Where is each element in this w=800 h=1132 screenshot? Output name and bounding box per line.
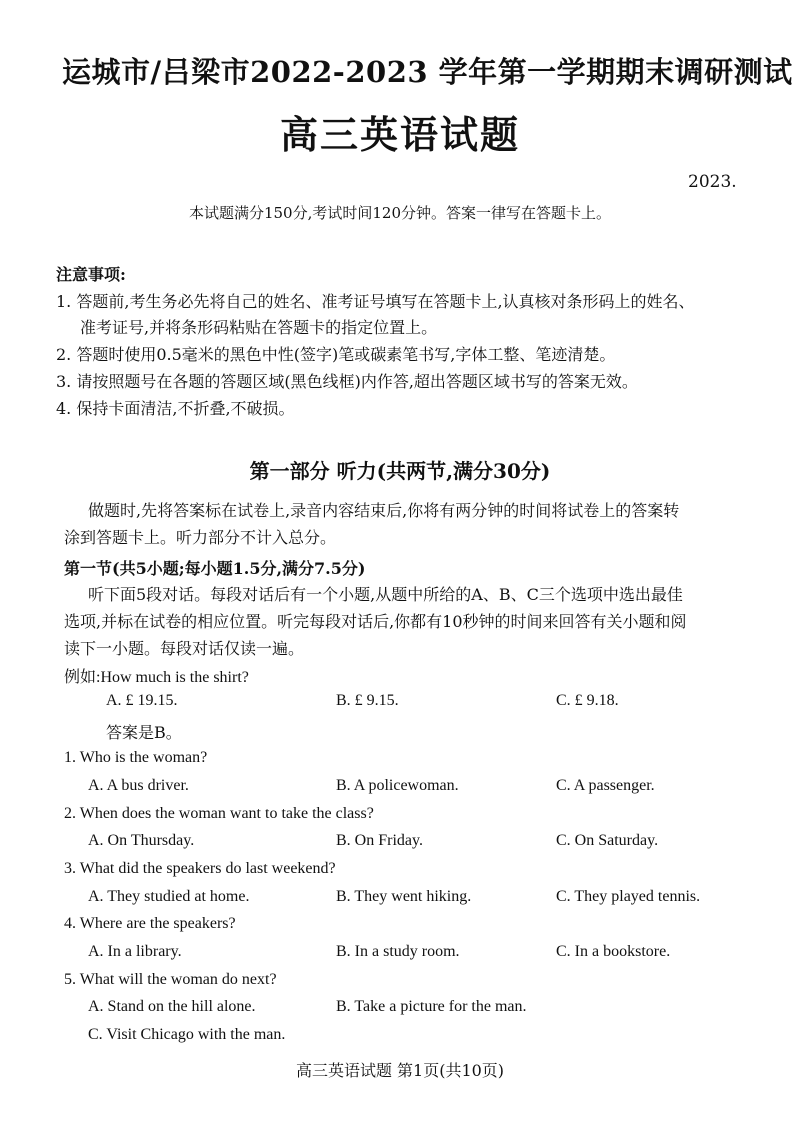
question-4: 4. Where are the speakers? — [64, 915, 236, 932]
example-option-b: B. £ 9.15. — [336, 692, 399, 709]
question-2: 2. When does the woman want to take the class? — [64, 805, 374, 822]
question-4-option-b: B. In a study room. — [336, 943, 460, 960]
exam-title-line2: 高三英语试题 — [279, 112, 520, 157]
question-2-option-b: B. On Friday. — [336, 832, 423, 849]
example-answer: 答案是B。 — [106, 723, 182, 742]
question-2-option-c: C. On Saturday. — [556, 832, 659, 849]
question-3-option-c: C. They played tennis. — [556, 888, 701, 905]
notes-item-4: 4. 保持卡面清洁,不折叠,不破损。 — [56, 399, 295, 418]
example-option-a: A. £ 19.15. — [106, 692, 178, 709]
question-4-option-a: A. In a library. — [88, 943, 182, 960]
part1-title: 第一部分 听力(共两节,满分30分) — [249, 459, 551, 483]
section1-intro-line2: 选项,并标在试卷的相应位置。听完每段对话后,你都有10秒钟的时间来回答有关小题和阅 — [64, 612, 687, 631]
exam-year: 2023. — [688, 172, 737, 192]
section1-intro-line1: 听下面5段对话。每段对话后有一个小题,从题中所给的A、B、C三个选项中选出最佳 — [88, 585, 683, 604]
question-4-option-c: C. In a bookstore. — [556, 943, 671, 960]
question-5-option-b: B. Take a picture for the man. — [336, 998, 527, 1015]
notes-heading: 注意事项: — [56, 265, 126, 284]
question-1-option-b: B. A policewoman. — [336, 777, 459, 794]
notes-item-3: 3. 请按照题号在各题的答题区域(黑色线框)内作答,超出答题区域书写的答案无效。 — [56, 372, 638, 391]
question-5-option-c: C. Visit Chicago with the man. — [88, 1026, 286, 1043]
section1-intro-line3: 读下一小题。每段对话仅读一遍。 — [64, 639, 305, 658]
question-1-option-a: A. A bus driver. — [88, 777, 189, 794]
part1-intro-line2: 涂到答题卡上。听力部分不计入总分。 — [64, 528, 337, 547]
notes-item-1: 1. 答题前,考生务必先将自己的姓名、准考证号填写在答题卡上,认真核对条形码上的姓名、 — [56, 292, 695, 311]
question-5: 5. What will the woman do next? — [64, 971, 277, 988]
question-3-option-a: A. They studied at home. — [88, 888, 250, 905]
notes-item-1-cont: 准考证号,并将条形码粘贴在答题卡的指定位置上。 — [80, 318, 438, 337]
question-3-option-b: B. They went hiking. — [336, 888, 472, 905]
exam-title-line1: 运城市/吕梁市2022-2023 学年第一学期期末调研测试 — [62, 55, 793, 89]
question-3: 3. What did the speakers do last weekend? — [64, 860, 336, 877]
example-option-c: C. £ 9.18. — [556, 692, 619, 709]
question-1-option-c: C. A passenger. — [556, 777, 655, 794]
section1-title: 第一节(共5小题;每小题1.5分,满分7.5分) — [64, 559, 366, 578]
notes-item-2: 2. 答题时使用0.5毫米的黑色中性(签字)笔或碳素笔书写,字体工整、笔迹清楚。 — [56, 345, 616, 364]
part1-intro-line1: 做题时,先将答案标在试卷上,录音内容结束后,你将有两分钟的时间将试卷上的答案转 — [88, 501, 680, 520]
exam-description: 本试题满分150分,考试时间120分钟。答案一律写在答题卡上。 — [188, 204, 612, 222]
question-2-option-a: A. On Thursday. — [88, 832, 195, 849]
page-footer: 高三英语试题 第1页(共10页) — [295, 1061, 505, 1080]
question-5-option-a: A. Stand on the hill alone. — [88, 998, 256, 1015]
example-question: 例如:How much is the shirt? — [64, 669, 249, 686]
question-1: 1. Who is the woman? — [64, 749, 208, 766]
